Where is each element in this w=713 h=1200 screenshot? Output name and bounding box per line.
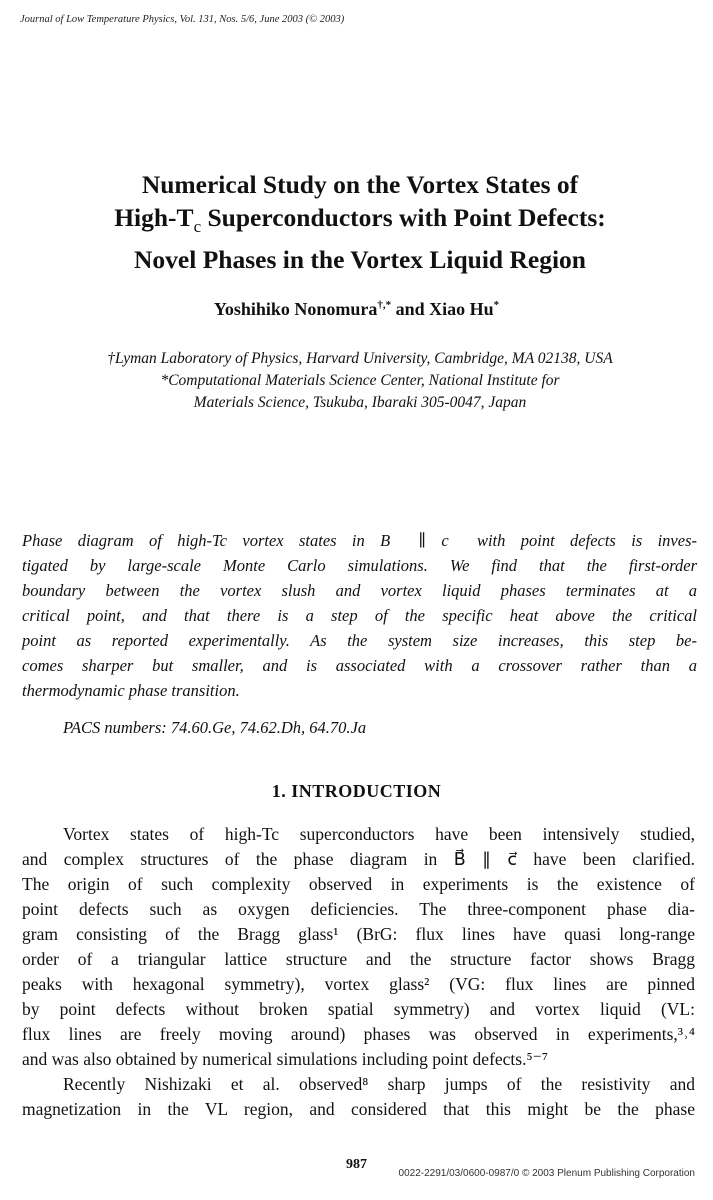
body-line: and complex structures of the phase diagram in B⃗ ∥ c⃗ have been clarified. <box>22 849 695 869</box>
body-line: Recently Nishizaki et al. observed⁸ sharp jumps of the resistivity and <box>63 1074 695 1094</box>
affiliation-1: †Lyman Laboratory of Physics, Harvard University, Cambridge, MA 02138, USA <box>107 350 613 367</box>
paper-title <box>40 168 680 276</box>
page-number: 987 <box>346 1157 367 1172</box>
author-conjunction: and <box>391 299 430 319</box>
abstract-line: critical point, and that there is a step of the specific heat above the critical <box>22 606 697 625</box>
author-1-marks: †,* <box>377 299 392 311</box>
title-line-3: Novel Phases in the Vortex Liquid Region <box>134 245 586 275</box>
journal-header: Journal of Low Temperature Physics, Vol. 131, Nos. 5/6, June 2003 (© 2003) <box>20 14 345 25</box>
body-line: magnetization in the VL region, and considered that this might be the phase <box>22 1099 695 1119</box>
abstract-line: comes sharper but smaller, and is associated with a crossover rather than a <box>22 656 697 675</box>
affiliation-3: Materials Science, Tsukuba, Ibaraki 305-0047, Japan <box>193 394 527 411</box>
copyright-line: 0022-2291/03/0600-0987/0 © 2003 Plenum Publishing Corporation <box>398 1168 695 1179</box>
section-heading: 1. INTRODUCTION <box>271 781 442 801</box>
body-text <box>22 822 695 1122</box>
author-2-marks: * <box>493 299 500 311</box>
title-line-2-prefix: High-T <box>114 203 194 232</box>
abstract <box>22 528 697 703</box>
body-line: peaks with hexagonal symmetry), vortex glass² (VG: flux lines are pinned <box>22 974 695 994</box>
body-line: and was also obtained by numerical simulations including point defects.⁵⁻⁷ <box>22 1049 548 1069</box>
author-1: Yoshihiko Nonomura <box>213 299 378 319</box>
abstract-line: Phase diagram of high-Tc vortex states in B⃗ ∥ c⃗ with point defects is inves- <box>22 531 697 550</box>
pacs-numbers: PACS numbers: 74.60.Ge, 74.62.Dh, 64.70.Ja <box>63 718 367 737</box>
affiliations <box>10 348 710 414</box>
body-line: order of a triangular lattice structure and the structure factor shows Bragg <box>22 949 695 969</box>
abstract-line: thermodynamic phase transition. <box>22 681 240 700</box>
title-subscript-c: c <box>193 217 202 237</box>
title-line-2 <box>40 201 680 243</box>
author-2: Xiao Hu <box>429 299 494 319</box>
body-line: point defects such as oxygen deficiencies. The three-component phase dia- <box>22 899 695 919</box>
body-line: by point defects without broken spatial symmetry) and vortex liquid (VL: <box>22 999 695 1019</box>
body-line: flux lines are freely moving around) phases was observed in experiments,³˒⁴ <box>22 1024 695 1044</box>
body-line: gram consisting of the Bragg glass¹ (BrG: flux lines have quasi long-range <box>22 924 695 944</box>
body-line: The origin of such complexity observed in experiments is the existence of <box>22 874 695 894</box>
abstract-line: point as reported experimentally. As the system size increases, this step be- <box>22 631 697 650</box>
title-line-2-rest: Superconductors with Point Defects: <box>201 203 606 232</box>
title-line-1: Numerical Study on the Vortex States of <box>141 170 579 199</box>
affiliation-2: *Computational Materials Science Center, National Institute for <box>160 372 560 389</box>
abstract-line: tigated by large-scale Monte Carlo simulations. We find that the first-order <box>22 556 697 575</box>
abstract-line: boundary between the vortex slush and vortex liquid phases terminates at a <box>22 581 697 600</box>
body-line: Vortex states of high-Tc superconductors have been intensively studied, <box>63 824 695 844</box>
author-line <box>0 299 713 320</box>
